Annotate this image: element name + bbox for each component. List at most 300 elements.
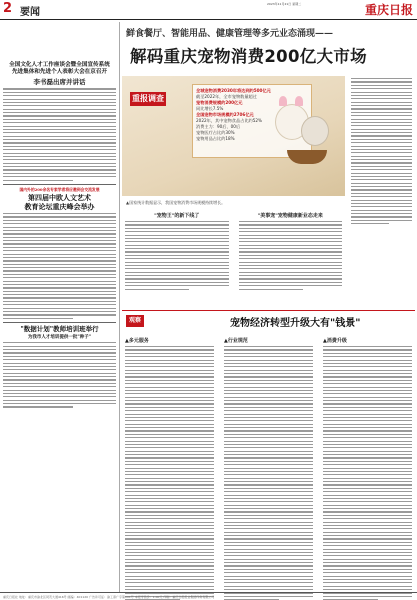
text-line [125,258,229,259]
text-line [224,414,313,415]
text-line [125,562,214,563]
text-line [224,535,313,536]
text-line [125,505,214,506]
text-line [323,586,412,587]
text-line [323,393,412,394]
text-line [351,176,412,177]
text-line [224,528,313,529]
text-line [224,434,313,435]
text-line [323,397,412,398]
subhead: ▲消费升级 [323,338,347,344]
text-line [3,366,116,367]
text-line [125,464,214,465]
text-line [125,400,214,401]
text-line [224,417,313,418]
text-line [323,488,412,489]
text-line [351,162,412,163]
text-line [323,370,412,371]
text-line [351,189,412,190]
text-line [323,373,412,374]
story3-subtitle: 为我市人才培训提供一批"种子" [27,335,92,341]
text-line [323,552,412,553]
text-line [224,457,313,458]
text-line [3,400,116,401]
text-line [3,243,116,244]
text-line [3,223,116,224]
text-line [351,156,412,157]
text-line [323,387,412,388]
text-line [323,549,412,550]
text-line [239,228,343,229]
stat-line: 宠物用品占比约18% [196,136,235,141]
text-line [125,373,214,374]
text-line [351,149,412,150]
text-line [125,417,214,418]
text-line [323,508,412,509]
text-line [323,451,412,452]
text-line [125,572,214,573]
text-line [224,393,313,394]
text-line [3,311,116,312]
text-line [323,454,412,455]
text-line [224,569,313,570]
text-line [224,522,313,523]
text-line [3,136,116,137]
right-column [348,76,415,266]
text-line [351,193,412,194]
text-line [224,356,313,357]
text-line [224,582,313,583]
subhead: "美事宠"宠物健康新业态走来 [257,213,323,219]
text-line [125,576,214,577]
text-line [3,349,116,350]
text-line [125,545,214,546]
text-line [3,383,116,384]
story2-kicker: 国内外的200余名专家学者将应邀到会交流发展 [19,187,100,193]
text-line [3,227,116,228]
text-line [239,285,343,286]
text-line [323,589,412,590]
text-line [125,488,214,489]
text-line [351,142,412,143]
food-bowl-icon [287,150,327,164]
text-line [3,233,116,234]
text-line [239,221,343,222]
text-line [323,420,412,421]
text-line [224,464,313,465]
text-line [125,268,229,269]
text-line [3,342,116,343]
lower-body [122,334,415,592]
text-line [224,430,313,431]
text-line [3,264,116,265]
text-line [224,451,313,452]
text-line [224,474,313,475]
text-line [125,346,214,347]
text-line [125,474,214,475]
text-line [3,216,116,217]
text-line [125,248,229,249]
text-line [3,153,116,154]
feature-headline: 解码重庆宠物消费200亿大市场 [130,47,367,66]
text-line [351,183,412,184]
text-line [125,552,214,553]
text-line [125,390,214,391]
text-line [125,366,214,367]
text-line [125,491,214,492]
text-line [323,576,412,577]
text-line [3,363,116,364]
text-line [351,88,412,89]
text-line [3,277,116,278]
text-line [125,224,229,225]
text-line [125,542,214,543]
stat-line: 全国宠物市场规模约2706亿元 [196,112,254,117]
text-line [125,478,214,479]
text-line [323,441,412,442]
text-line [125,582,214,583]
text-line [125,255,229,256]
text-line [323,353,412,354]
text-line [3,314,116,315]
text-line [3,254,116,255]
text-line [323,565,412,566]
text-line [125,481,214,482]
text-line [3,393,116,394]
text-line [224,511,313,512]
story3-title: "数据计划"教师培训班举行 [20,324,99,333]
text-line [125,498,214,499]
text-line [239,262,343,263]
text-line [3,396,116,397]
feature-header [122,22,415,74]
newspaper-logo: 重庆日报 [364,3,413,17]
text-line [3,230,116,231]
text-line [224,481,313,482]
text-line [323,407,412,408]
story3-body [3,342,116,407]
text-line [224,380,313,381]
text-line [3,102,116,103]
text-line [323,545,412,546]
text-line [224,488,313,489]
stat-line: 消费主力：90后、00后 [196,124,241,129]
subhead: "宠物王"的新下线了 [154,213,200,219]
text-line [125,495,214,496]
text-line [351,186,412,187]
text-line [323,346,412,347]
text-line [351,102,412,103]
text-line [239,255,343,256]
text-line [125,289,189,290]
text-line [125,454,214,455]
text-line [224,549,313,550]
text-line [3,406,73,407]
text-line [224,555,313,556]
text-line [3,369,116,370]
text-line [224,468,313,469]
text-line [351,166,412,167]
text-line [351,115,412,116]
text-line [323,525,412,526]
story2-title-line2: 教育论坛重庆峰会举办 [24,201,95,211]
text-line [323,542,412,543]
text-line [125,356,214,357]
text-line [125,265,229,266]
text-line [224,495,313,496]
text-line [224,508,313,509]
text-line [239,241,343,242]
text-line [323,478,412,479]
text-line [239,248,343,249]
text-line [3,386,116,387]
text-line [3,274,116,275]
text-line [3,132,116,133]
text-line [323,434,412,435]
text-line [351,220,412,221]
story1-title-line2: 先进集体和先进个人表彰大会在京召开 [11,68,108,75]
text-line [125,518,214,519]
text-line [125,420,214,421]
text-line [125,380,214,381]
text-line [125,579,214,580]
text-line [224,454,313,455]
text-line [224,370,313,371]
text-line [3,146,116,147]
text-line [125,228,229,229]
text-line [3,359,116,360]
text-line [239,268,343,269]
issue-date: 2023年11月21日 星期二 [267,2,302,6]
text-line [3,112,116,113]
text-line [224,518,313,519]
text-line [224,538,313,539]
text-line [323,461,412,462]
text-line [224,484,313,485]
text-line [323,400,412,401]
text-line [125,262,229,263]
text-line [239,272,343,273]
text-line [224,390,313,391]
text-line [125,484,214,485]
text-line [239,258,343,259]
text-line [351,85,412,86]
text-line [224,346,313,347]
text-line [3,291,116,292]
text-line [224,420,313,421]
text-line [3,373,116,374]
text-line [323,468,412,469]
text-line [3,376,116,377]
text-line [125,532,214,533]
text-line [224,491,313,492]
text-line [239,289,303,290]
left-column [0,22,120,592]
story1-subtitle: 李书磊出席并讲话 [33,78,86,87]
lower-headline: 宠物经济转型升级大有"钱景" [230,318,361,329]
text-line [239,265,343,266]
text-line [224,376,313,377]
text-line [125,525,214,526]
text-line [351,119,412,120]
text-line [125,282,229,283]
text-line [125,511,214,512]
text-line [125,501,214,502]
text-line [323,390,412,391]
text-line [3,257,116,258]
text-line [125,468,214,469]
text-line [125,549,214,550]
text-line [323,498,412,499]
text-line [3,237,116,238]
text-line [351,223,389,224]
text-line [125,397,214,398]
text-line [125,238,229,239]
text-line [224,461,313,462]
text-line [3,119,116,120]
text-line [224,366,313,367]
text-line [125,349,214,350]
text-line [224,400,313,401]
stat-line: 宠物消费规模约200亿元 [196,100,243,105]
text-line [224,373,313,374]
text-line [125,555,214,556]
text-line [323,366,412,367]
text-line [323,427,412,428]
text-line [323,484,412,485]
text-line [239,251,343,252]
text-line [3,240,116,241]
text-line [224,542,313,543]
text-line [125,565,214,566]
text-line [125,410,214,411]
text-line [323,555,412,556]
text-line [125,278,229,279]
text-line [323,572,412,573]
text-line [125,447,214,448]
text-line [3,270,116,271]
page-number: 2 [3,1,13,16]
text-line [224,424,313,425]
text-line [125,245,229,246]
text-line [125,559,214,560]
text-line [323,444,412,445]
text-line [125,363,214,364]
text-line [3,115,116,116]
text-line [351,135,412,136]
text-line [323,538,412,539]
text-line [125,235,229,236]
story1-title-line1: 全国文化人才工作座谈会暨全国宣传系统 [9,62,110,68]
text-line [125,461,214,462]
text-line [323,511,412,512]
text-line [224,576,313,577]
feature-body [122,210,345,310]
text-line [224,532,313,533]
report-badge: 重报调查 [130,92,166,106]
text-line [351,203,412,204]
text-line [224,403,313,404]
text-line [239,278,343,279]
section-title: 要闻 [20,7,40,18]
text-line [323,417,412,418]
text-line [125,522,214,523]
text-line [323,464,412,465]
text-line [224,410,313,411]
text-line [351,206,412,207]
story2-title-line1: 第四届中欧人文艺术 [28,193,91,203]
text-line [125,515,214,516]
bunny-ear-icon [279,96,287,106]
text-line [125,569,214,570]
text-line [224,525,313,526]
text-line [351,196,412,197]
text-line [323,349,412,350]
text-line [224,565,313,566]
text-line [224,498,313,499]
text-line [125,403,214,404]
text-line [323,430,412,431]
text-line [224,363,313,364]
text-line [224,441,313,442]
text-line [125,528,214,529]
text-line [125,275,229,276]
text-line [224,447,313,448]
text-line [323,363,412,364]
text-line [351,95,412,96]
text-line [239,235,343,236]
text-line [125,353,214,354]
text-line [3,163,116,164]
text-line [3,139,116,140]
text-line [239,245,343,246]
text-line [323,376,412,377]
text-line [3,213,116,214]
text-line [351,98,412,99]
stat-line: 宠物医疗占比约30% [196,130,235,135]
text-line [3,284,116,285]
text-line [125,360,214,361]
text-line [323,518,412,519]
text-line [125,424,214,425]
text-line [3,294,116,295]
text-line [224,427,313,428]
text-line [323,424,412,425]
text-line [224,387,313,388]
stat-line: 全城宠物消费2030年将达到约500亿元 [196,88,271,93]
stat-line: 2022年，其中宠物食品占比约52% [196,118,263,123]
text-line [125,508,214,509]
text-line [224,559,313,560]
text-line [224,586,313,587]
text-line [351,112,412,113]
text-line [3,304,116,305]
text-line [323,522,412,523]
feature-kicker: 鲜食餐厅、智能用品、健康管理等多元业态涌现—— [126,29,334,39]
masthead [0,0,417,20]
text-line [125,437,214,438]
text-line [323,360,412,361]
text-line [323,383,412,384]
text-line [125,376,214,377]
text-line [323,356,412,357]
text-line [224,407,313,408]
text-line [323,380,412,381]
text-line [125,370,214,371]
subhead: ▲多元服务 [125,338,149,344]
text-line [351,129,412,130]
text-line [125,471,214,472]
